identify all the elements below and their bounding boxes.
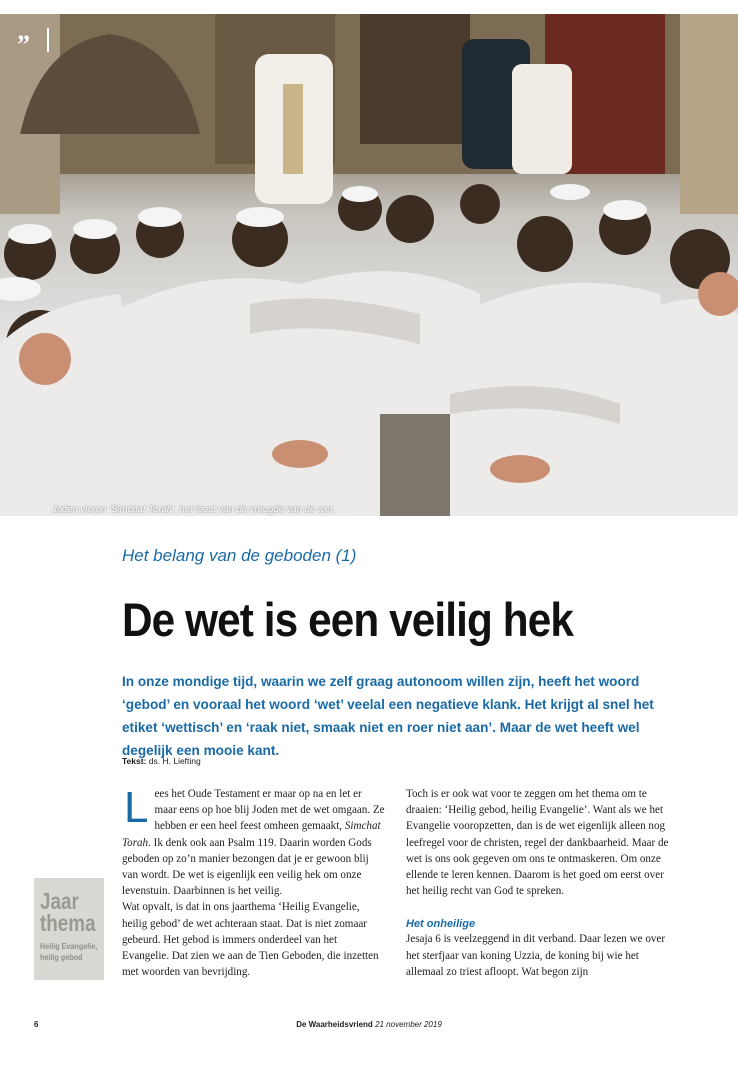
- body-column-right: [406, 786, 670, 980]
- byline-author: ds. H. Liefting: [148, 756, 201, 766]
- publication-date: 21 november 2019: [375, 1020, 442, 1029]
- theme-subtitle-line: Heilig Evangelie,: [40, 942, 98, 951]
- photo-caption: Joden vieren ‘Simchat Torah’, het feest van de vreugde van de wet.: [52, 504, 336, 515]
- footer: [0, 1020, 738, 1029]
- crowd-illustration: [0, 14, 738, 516]
- body-column-left: [122, 783, 386, 980]
- article-title: De wet is een veilig hek: [122, 593, 573, 646]
- publication-name: De Waarheidsvriend: [296, 1020, 373, 1029]
- drop-cap: L: [124, 783, 149, 832]
- quote-divider: [47, 28, 49, 52]
- theme-subtitle: [40, 941, 98, 963]
- body-paragraph: Toch is er ook wat voor te zeggen om het thema om te draaien: ‘Heilig gebod, heilig Evangelie’. Want als we het Evangelie vooropzetten, dan is de wet eigenlijk alleen nog leefregel voor de christen, regel der dankbaarheid. Maar de wet is ons ook gegeven om ons te ontmaskeren. Om onze ellende te leren kennen. Daarom is het goed om eerst over het heilig recht van God te spreken.: [406, 788, 669, 898]
- byline: [122, 756, 201, 766]
- body-text: ees het Oude Testament er maar op na en let er maar eens op hoe blij Joden met de wet omgaan. Ze hebben er een heel feest omheen gemaakt,: [154, 788, 385, 833]
- body-paragraph: Wat opvalt, is dat in ons jaarthema ‘Heilig Evangelie, heilig gebod’ de wet achteraan staat. Dat is niet zomaar gebeurd. Het gebod is immers onderdeel van het Evangelie. Dat zien we aan de Tien Geboden, die inzetten met woorden van bevrijding.: [122, 901, 379, 979]
- section-subheading: Het onheilige: [406, 918, 476, 931]
- body-emphasis: Simchat Torah: [122, 820, 381, 849]
- byline-label: Tekst:: [122, 756, 147, 766]
- series-kicker: Het belang van de geboden (1): [122, 546, 357, 565]
- year-theme-badge: [34, 878, 104, 980]
- body-text: . Ik denk ook aan Psalm 119. Daarin worden Gods geboden op zo’n manier bezongen dat je er gewoon blij van wordt. De wet is eigenlijk een veilig hek om onze levenstuin. Daarbinnen is het veilig.: [122, 836, 372, 898]
- article-intro: In onze mondige tijd, waarin we zelf graag autonoom willen zijn, heeft het woord ‘gebod’ en vooraal het woord ‘wet’ veelal een negatieve klank. Het krijgt al snel het etiket ‘wettisch’ en ‘raak niet, smaak niet en roer niet aan’. Maar de wet heeft wel degelijk een mooie kant.: [122, 674, 654, 758]
- theme-title: [40, 890, 96, 934]
- body-paragraph: [122, 783, 386, 899]
- quote-icon: ”: [17, 30, 30, 59]
- theme-title-line: Jaar: [40, 888, 79, 914]
- page-number: 6: [34, 1020, 39, 1029]
- theme-title-line: thema: [40, 910, 96, 936]
- hero-photo: [0, 14, 738, 516]
- body-paragraph: Jesaja 6 is veelzeggend in dit verband. Daar lezen we over het sterfjaar van koning Uzzia, de koning bij wie het allemaal zo triest afloopt. Wat begon zijn: [406, 933, 666, 978]
- theme-subtitle-line: heilig gebod: [40, 953, 83, 962]
